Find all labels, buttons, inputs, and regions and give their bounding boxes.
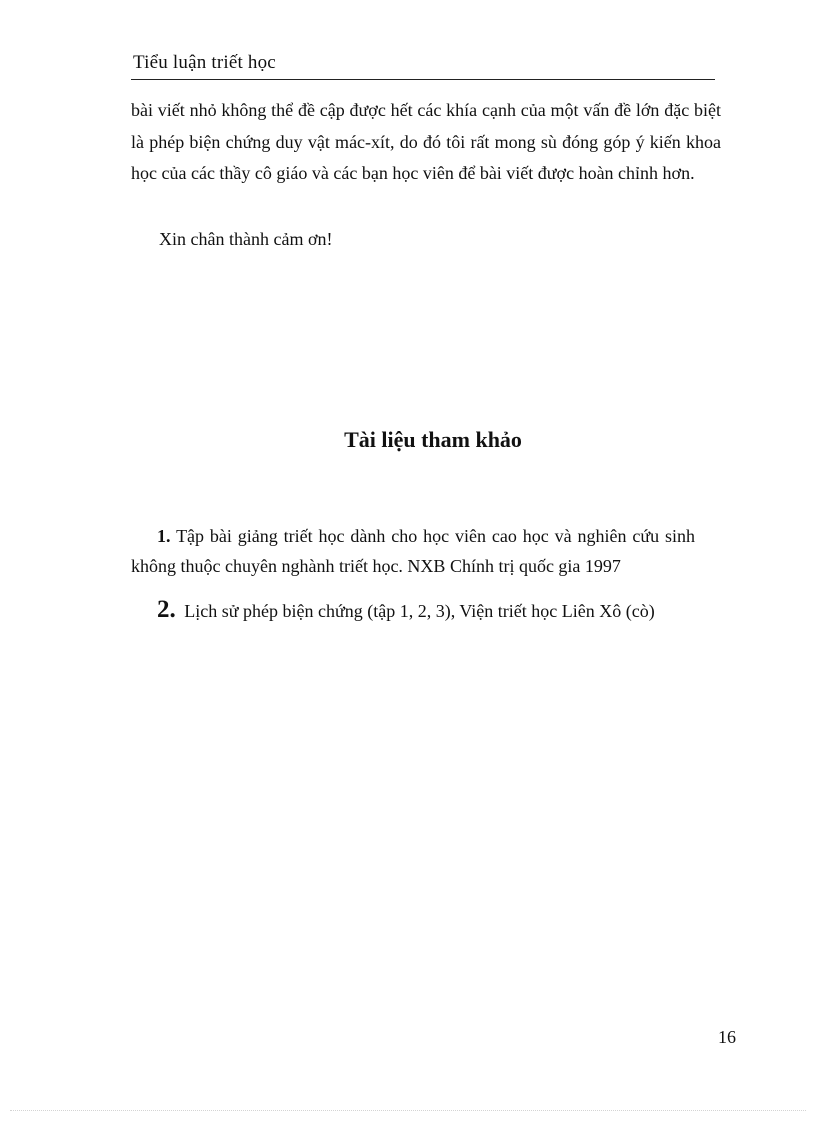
reference-text: Tập bài giảng triết học dành cho học viên cao học và nghiên cứu sinh không thuộc chuyên nghành triết học. NXB Chính trị quốc gia 1997 xyxy=(131,526,695,576)
closing-line: Xin chân thành cảm ơn! xyxy=(159,229,333,249)
page-bottom-edge xyxy=(10,1110,806,1111)
reference-number: 2. xyxy=(157,596,176,623)
page-number: 16 xyxy=(718,1027,736,1047)
header-title: Tiểu luận triết học xyxy=(133,52,276,73)
reference-number: 1. xyxy=(157,526,171,546)
body-paragraph: bài viết nhỏ không thể đề cập được hết các khía cạnh của một vấn đề lớn đặc biệt là phép biện chứng duy vật mác-xít, do đó tôi rất mong sù đóng góp ý kiến khoa học của các thầy cô giáo và các bạn học viên để bài viết được hoàn chỉnh hơn. xyxy=(131,100,721,183)
reference-item-1 xyxy=(131,521,695,581)
reference-item-2 xyxy=(157,596,655,624)
reference-text: Lịch sử phép biện chứng (tập 1, 2, 3), Viện triết học Liên Xô (cò) xyxy=(184,601,655,621)
references-heading: Tài liệu tham khảo xyxy=(344,427,522,452)
header-divider xyxy=(131,79,715,80)
